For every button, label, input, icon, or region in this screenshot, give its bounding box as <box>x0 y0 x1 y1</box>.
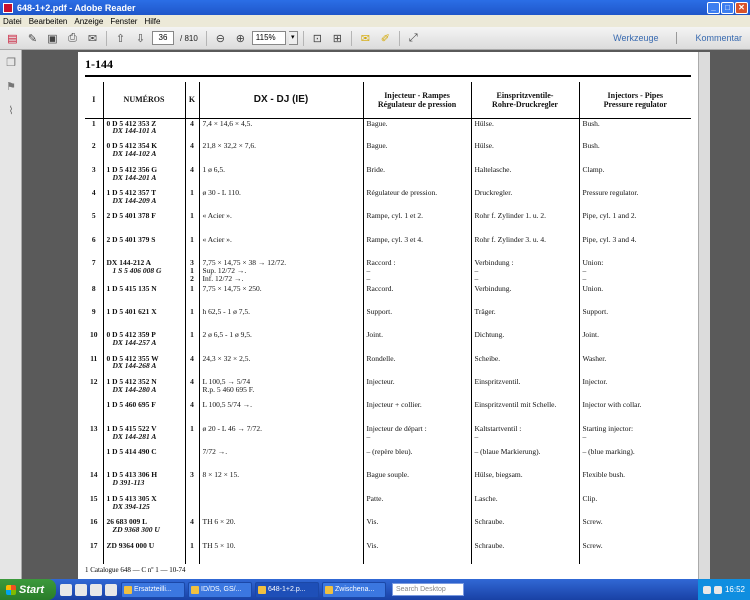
cell-quantity: 1 <box>185 424 199 447</box>
cell-index: 15 <box>85 494 103 517</box>
cell-english: Washer. <box>582 353 607 363</box>
cell-index: 12 <box>85 377 103 400</box>
cell-dimension: 7,75 × 14,75 × 38 → 12/72. Sup. 12/72 →. Inf. 12/72 →. <box>199 258 363 283</box>
cell-german: Verbindung : – – <box>471 258 579 283</box>
werkzeuge-button[interactable]: Werkzeuge <box>613 33 659 43</box>
cell-part-number <box>103 307 185 330</box>
table-row <box>85 400 691 423</box>
part-number: 1 D 5 460 695 F <box>106 400 156 410</box>
part-subnumber: DX 144-201 A <box>112 172 157 182</box>
cell-german: Rohr f. Zylinder 3. u. 4. <box>471 235 579 258</box>
menu-bearbeiten[interactable]: Bearbeiten <box>28 16 68 26</box>
zoom-select[interactable]: 115% <box>252 31 286 45</box>
table-row <box>85 330 691 353</box>
table-row <box>85 517 691 540</box>
cell-index: 1 <box>85 118 103 141</box>
cell-french: Injecteur de départ : – <box>363 424 471 447</box>
cell-german: Druckregler. <box>471 188 579 211</box>
header-dx: DX - DJ (IE) <box>199 82 363 118</box>
cell-french: Bride. <box>363 165 471 188</box>
parts-table <box>85 82 691 564</box>
cell-french: Bague souple. <box>363 470 471 493</box>
part-number: 1 D 5 412 356 G <box>106 164 158 174</box>
cell-german: Hülse. <box>471 118 579 141</box>
adobe-reader-icon <box>3 3 13 13</box>
system-tray <box>698 579 750 600</box>
cell-part-number <box>103 354 185 377</box>
create-pdf-icon[interactable]: ▤ <box>7 32 18 45</box>
cell-part-number <box>103 424 185 447</box>
part-number: 1 D 5 412 352 N <box>106 376 157 386</box>
cell-part-number <box>103 541 185 564</box>
part-number: ZD 9364 000 U <box>106 540 155 550</box>
zoom-out-icon[interactable]: ⊖ <box>215 32 225 45</box>
table-row <box>85 354 691 377</box>
cell-german: Schraube. <box>471 541 579 564</box>
pages-icon[interactable]: ❐ <box>6 57 16 69</box>
minimize-button[interactable]: _ <box>707 2 720 14</box>
part-number: 0 D 5 412 359 P <box>106 330 156 340</box>
cell-index: 16 <box>85 517 103 540</box>
part-subnumber: DX 144-281 A <box>112 431 157 441</box>
table-row <box>85 494 691 517</box>
cell-dimension: « Acier ». <box>199 211 363 234</box>
cell-index <box>85 447 103 470</box>
part-subnumber: DX 144-209 A <box>112 195 157 205</box>
part-number: 1 D 5 413 306 H <box>106 470 158 480</box>
task-ersatzteil[interactable]: Ersatzteilli... <box>121 582 185 598</box>
menu-hilfe[interactable]: Hilfe <box>144 16 161 26</box>
part-subnumber: D 391-113 <box>112 478 145 488</box>
part-number: 26 683 009 L <box>106 517 148 527</box>
table-row <box>85 235 691 258</box>
cell-german: Scheibe. <box>471 354 579 377</box>
cell-dimension: 1 ø 6,5. <box>199 165 363 188</box>
windows-logo-icon <box>6 585 16 595</box>
table-row <box>85 377 691 400</box>
table-row <box>85 284 691 307</box>
table-row <box>85 258 691 283</box>
menu-datei[interactable]: Datei <box>3 16 22 26</box>
cell-german: Träger. <box>471 307 579 330</box>
cell-german: Einspritzventil. <box>471 377 579 400</box>
cell-quantity: 1 <box>185 235 199 258</box>
cell-dimension: TH 5 × 10. <box>199 541 363 564</box>
part-number: 1 D 5 415 522 V <box>106 423 157 433</box>
cell-quantity: 4 <box>185 118 199 141</box>
part-subnumber: DX 144-268 A <box>112 361 157 371</box>
cell-english: Flexible bush. <box>582 470 625 480</box>
cell-part-number <box>103 188 185 211</box>
cell-german: Haltelasche. <box>471 165 579 188</box>
cell-english: Union. <box>582 283 604 293</box>
cell-part-number <box>103 330 185 353</box>
part-subnumber: DX 144-101 A <box>112 126 157 136</box>
quicklaunch-icon[interactable] <box>105 584 117 596</box>
cell-quantity: 1 <box>185 211 199 234</box>
cell-german: Hülse, biegsam. <box>471 470 579 493</box>
table-row <box>85 211 691 234</box>
comment-icon[interactable]: ✉ <box>360 32 370 45</box>
cell-quantity: 4 <box>185 400 199 423</box>
part-number: 2 D 5 401 378 F <box>106 211 156 221</box>
cell-part-number <box>103 400 185 423</box>
cell-index: 17 <box>85 541 103 564</box>
cell-dimension: 7,4 × 14,6 × 4,5. <box>199 118 363 141</box>
cell-dimension: ø 20 - L 46 → 7/72. <box>199 424 363 447</box>
cell-index: 5 <box>85 211 103 234</box>
cell-index: 6 <box>85 235 103 258</box>
cell-english: Union: – – <box>582 258 604 283</box>
document-area <box>22 50 750 579</box>
menu-fenster[interactable]: Fenster <box>110 16 138 26</box>
table-row <box>85 118 691 141</box>
cell-index: 14 <box>85 470 103 493</box>
fit-page-icon[interactable]: ⊡ <box>312 32 322 45</box>
table-row <box>85 447 691 470</box>
start-button[interactable]: Start <box>0 579 56 600</box>
part-number: 2 D 5 401 379 S <box>106 234 156 244</box>
cell-dimension: 8 × 12 × 15. <box>199 470 363 493</box>
cell-french: Injecteur. <box>363 377 471 400</box>
window-titlebar <box>0 0 750 15</box>
header-fr: Injecteur - Rampes Régulateur de pression <box>363 82 471 118</box>
attachment-icon[interactable]: ⌇ <box>8 105 14 117</box>
part-subnumber: DX 144-257 A <box>112 338 157 348</box>
cell-english: Bush. <box>582 118 600 128</box>
cell-quantity: 1 <box>185 307 199 330</box>
cell-dimension: 7,75 × 14,75 × 250. <box>199 284 363 307</box>
cell-dimension: 24,3 × 32 × 2,5. <box>199 354 363 377</box>
cell-dimension: 7/72 →. <box>199 447 363 470</box>
bookmark-icon[interactable]: ⚑ <box>6 81 16 93</box>
next-page-icon[interactable]: ⇩ <box>135 32 146 45</box>
page-total: / 810 <box>180 33 198 43</box>
tray-icon[interactable] <box>714 586 722 594</box>
cell-part-number <box>103 118 185 141</box>
cell-german: Kaltstartventil : – <box>471 424 579 447</box>
cell-english: Injector. <box>582 376 608 386</box>
cell-part-number <box>103 517 185 540</box>
cell-quantity: 4 <box>185 165 199 188</box>
table-row <box>85 307 691 330</box>
clock: 16:52 <box>724 585 745 594</box>
task-zwischenablage[interactable]: Zwischena... <box>322 582 386 598</box>
page-number-input[interactable]: 36 <box>152 31 174 45</box>
part-number: 0 D 5 412 354 K <box>106 141 158 151</box>
save-icon[interactable]: ▣ <box>47 32 58 45</box>
highlight-icon[interactable]: ✐ <box>380 32 390 45</box>
cell-german: Lasche. <box>471 494 579 517</box>
part-number: 0 D 5 412 355 W <box>106 353 159 363</box>
cell-english: Pressure regulator. <box>582 188 639 198</box>
cell-french: Patte. <box>363 494 471 517</box>
chevron-down-icon[interactable]: ▾ <box>289 31 298 45</box>
table-row <box>85 165 691 188</box>
cell-french: Support. <box>363 307 471 330</box>
header-de: Einspritzventile- Rohre-Druckregler <box>471 82 579 118</box>
header-i: I <box>85 82 103 118</box>
part-number: 1 D 5 414 490 C <box>106 447 157 457</box>
cell-index: 7 <box>85 258 103 283</box>
cell-index: 11 <box>85 354 103 377</box>
cell-french: Raccord : – – <box>363 258 471 283</box>
cell-english: Screw. <box>582 540 603 550</box>
cell-index: 9 <box>85 307 103 330</box>
cell-dimension: L 100,5 5/74 →. <box>199 400 363 423</box>
cell-index: 2 <box>85 141 103 164</box>
cell-english: Clamp. <box>582 164 605 174</box>
cell-part-number <box>103 211 185 234</box>
table-row <box>85 141 691 164</box>
taskbar <box>0 579 750 600</box>
edit-icon[interactable]: ✎ <box>27 32 38 45</box>
cell-quantity: 4 <box>185 354 199 377</box>
page-number-label: 1-144 <box>85 57 113 71</box>
close-button[interactable]: ✕ <box>735 2 748 14</box>
cell-dimension: 21,8 × 32,2 × 7,6. <box>199 141 363 164</box>
fit-width-icon[interactable]: ⊞ <box>332 32 342 45</box>
task-id-ds[interactable]: ID/DS, GS/... <box>188 582 252 598</box>
quicklaunch-icon[interactable] <box>75 584 87 596</box>
cell-english: Clip. <box>582 493 598 503</box>
cell-part-number <box>103 377 185 400</box>
cell-french: Régulateur de pression. <box>363 188 471 211</box>
part-number: 1 D 5 401 621 X <box>106 306 157 316</box>
pdf-page <box>78 52 710 579</box>
part-subnumber: DX 144-102 A <box>112 149 157 159</box>
cell-quantity: 3 <box>185 470 199 493</box>
part-subnumber: DX 394-125 <box>112 501 150 511</box>
cell-french: Raccord. <box>363 284 471 307</box>
cell-english: Joint. <box>582 330 599 340</box>
cell-index <box>85 400 103 423</box>
cell-french: Vis. <box>363 541 471 564</box>
cell-part-number <box>103 447 185 470</box>
cell-dimension: L 100,5 → 5/74 R.p. 5 460 695 F. <box>199 377 363 400</box>
cell-quantity: 1 <box>185 330 199 353</box>
navigation-panel <box>0 50 22 579</box>
cell-index: 3 <box>85 165 103 188</box>
cell-german: Einspritzventil mit Schelle. <box>471 400 579 423</box>
part-number: 0 D 5 412 353 Z <box>106 118 157 128</box>
cell-english: Pipe, cyl. 3 and 4. <box>582 234 637 244</box>
cell-german: – (blaue Markierung). <box>471 447 579 470</box>
cell-quantity: 1 <box>185 541 199 564</box>
quicklaunch-icon[interactable] <box>60 584 72 596</box>
part-number: 1 D 5 415 135 N <box>106 283 157 293</box>
task-adobe-reader[interactable]: 648-1+2.p... <box>255 582 319 598</box>
cell-english: Injector with collar. <box>582 400 642 410</box>
expand-icon[interactable]: ⤢ <box>408 31 418 44</box>
cell-german: Hülse. <box>471 141 579 164</box>
cell-part-number <box>103 141 185 164</box>
table-row <box>85 470 691 493</box>
cell-english: Screw. <box>582 517 603 527</box>
email-icon[interactable]: ✉ <box>87 32 98 45</box>
cell-french: Rampe, cyl. 1 et 2. <box>363 211 471 234</box>
cell-french: Injecteur + collier. <box>363 400 471 423</box>
cell-french: – (repère bleu). <box>363 447 471 470</box>
part-number: 1 D 5 412 357 T <box>106 188 157 198</box>
cell-part-number <box>103 165 185 188</box>
cell-dimension: ø 30 - L 110. <box>199 188 363 211</box>
cell-quantity: 4 <box>185 517 199 540</box>
cell-part-number <box>103 494 185 517</box>
cell-english: Support. <box>582 306 609 316</box>
part-number: DX 144-212 A <box>106 258 152 268</box>
cell-french: Rampe, cyl. 3 et 4. <box>363 235 471 258</box>
cell-quantity: 4 <box>185 377 199 400</box>
cell-part-number <box>103 470 185 493</box>
cell-quantity <box>185 494 199 517</box>
cell-index: 8 <box>85 284 103 307</box>
cell-dimension <box>199 494 363 517</box>
cell-french: Bague. <box>363 141 471 164</box>
header-k: K <box>185 82 199 118</box>
quicklaunch-icon[interactable] <box>90 584 102 596</box>
cell-part-number <box>103 284 185 307</box>
cell-dimension: h 62,5 - 1 ø 7,5. <box>199 307 363 330</box>
cell-dimension: 2 ø 6,5 - 1 ø 9,5. <box>199 330 363 353</box>
cell-german: Dichtung. <box>471 330 579 353</box>
zoom-in-icon[interactable]: ⊕ <box>235 32 245 45</box>
cell-german: Schraube. <box>471 517 579 540</box>
cell-english: Bush. <box>582 141 600 151</box>
cell-quantity <box>185 447 199 470</box>
previous-page-icon[interactable]: ⇧ <box>115 32 126 45</box>
part-subnumber: 1 S 5 406 008 G <box>112 265 162 275</box>
tray-icon[interactable] <box>703 586 711 594</box>
cell-french: Rondelle. <box>363 354 471 377</box>
cell-french: Vis. <box>363 517 471 540</box>
cell-part-number <box>103 235 185 258</box>
cell-english: Starting injector: – <box>582 423 634 441</box>
window-title: 648-1+2.pdf - Adobe Reader <box>17 2 136 13</box>
cell-index: 4 <box>85 188 103 211</box>
cell-dimension: « Acier ». <box>199 235 363 258</box>
part-number: 1 D 5 413 305 X <box>106 493 157 503</box>
table-row <box>85 424 691 447</box>
vertical-scrollbar[interactable] <box>698 52 710 579</box>
cell-english: – (blue marking). <box>582 447 635 457</box>
cell-french: Bague. <box>363 118 471 141</box>
cell-german: Rohr f. Zylinder 1. u. 2. <box>471 211 579 234</box>
menu-bar <box>0 15 750 27</box>
cell-index: 13 <box>85 424 103 447</box>
kommentar-button[interactable]: Kommentar <box>695 33 742 43</box>
cell-quantity: 1 <box>185 284 199 307</box>
desktop-search-input[interactable]: Search Desktop <box>392 583 464 596</box>
cell-english: Pipe, cyl. 1 and 2. <box>582 211 637 221</box>
cell-quantity: 1 <box>185 188 199 211</box>
table-row <box>85 188 691 211</box>
cell-index: 10 <box>85 330 103 353</box>
print-icon[interactable]: ⎙ <box>68 31 77 44</box>
table-row <box>85 541 691 564</box>
part-subnumber: DX 144-280 A <box>112 384 157 394</box>
header-numeros: NUMÉROS <box>103 82 185 118</box>
cell-french: Joint. <box>363 330 471 353</box>
maximize-button[interactable]: □ <box>721 2 734 14</box>
cell-quantity: 3 1 2 <box>185 258 199 283</box>
page-footer: 1 Catalogue 648 — C nº 1 — 10-74 <box>85 566 186 574</box>
header-en: Injectors - Pipes Pressure regulator <box>579 82 691 118</box>
toolbar <box>0 27 750 50</box>
cell-german: Verbindung. <box>471 284 579 307</box>
menu-anzeige[interactable]: Anzeige <box>74 16 104 26</box>
cell-part-number <box>103 258 185 283</box>
cell-dimension: TH 6 × 20. <box>199 517 363 540</box>
part-subnumber: ZD 9368 300 U <box>112 524 160 534</box>
cell-quantity: 4 <box>185 141 199 164</box>
